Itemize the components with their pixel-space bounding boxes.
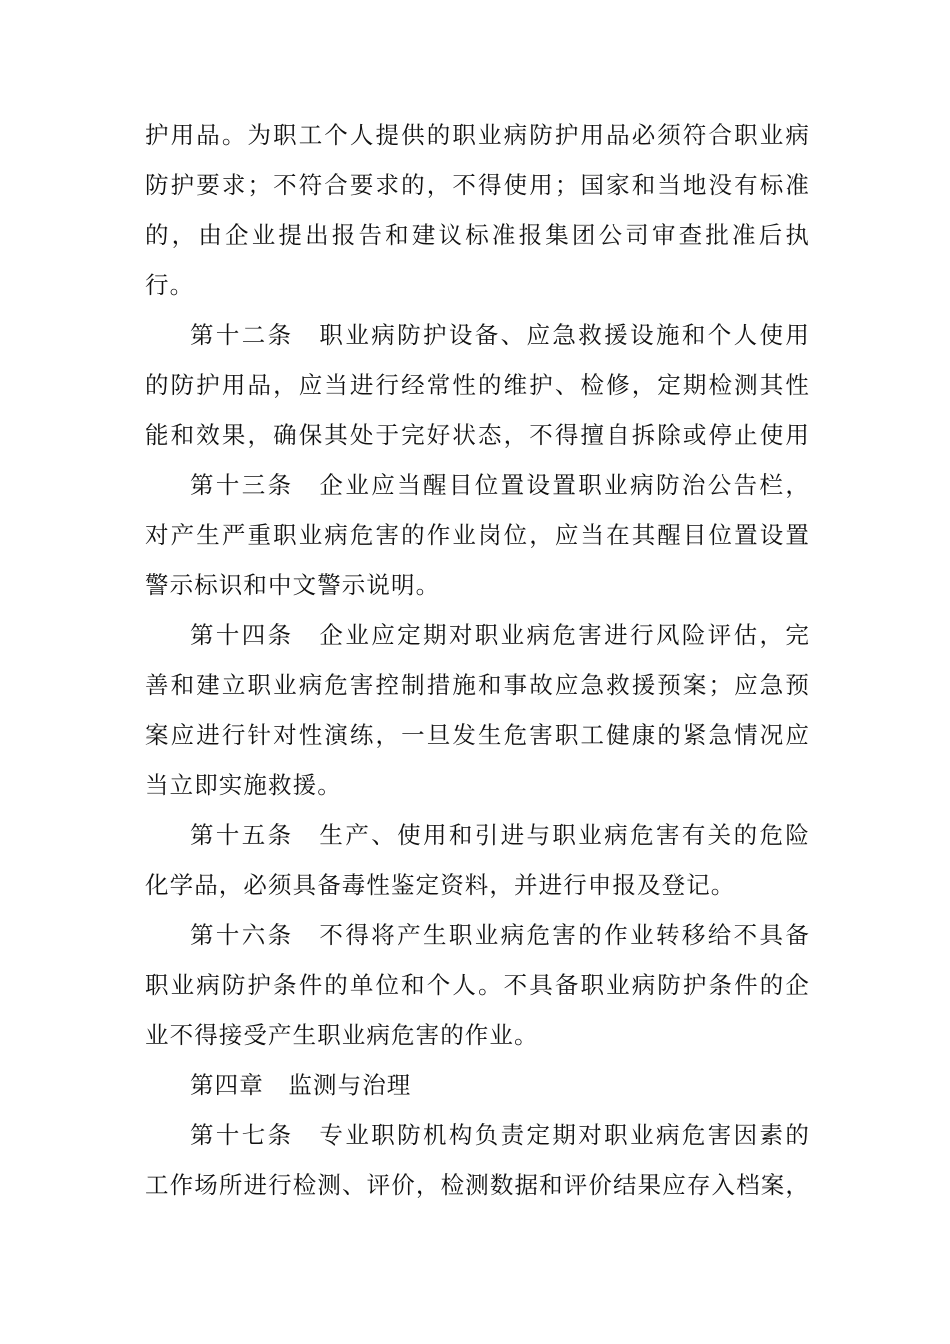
text-line: 善和建立职业病危害控制措施和事故应急救援预案；应急预: [145, 671, 810, 699]
paragraph-first-line: 第十五条 生产、使用和引进与职业病危害有关的危险: [190, 821, 810, 849]
text-line: 防护要求；不符合要求的，不得使用；国家和当地没有标准: [145, 171, 810, 199]
text-line: 的，由企业提出报告和建议标准报集团公司审查批准后执: [145, 221, 810, 249]
paragraph-first-line: 第十四条 企业应定期对职业病危害进行风险评估，完: [190, 621, 810, 649]
document-body: [145, 110, 810, 1210]
paragraph-first-line: 第十六条 不得将产生职业病危害的作业转移给不具备: [190, 921, 810, 949]
text-line: 案应进行针对性演练，一旦发生危害职工健康的紧急情况应: [145, 721, 810, 749]
paragraph-first-line: 第十二条 职业病防护设备、应急救援设施和个人使用: [190, 321, 810, 349]
text-line: 对产生严重职业病危害的作业岗位，应当在其醒目位置设置: [145, 521, 810, 549]
text-line: 的防护用品，应当进行经常性的维护、检修，定期检测其性: [145, 371, 810, 399]
paragraph-first-line: 第四章 监测与治理: [190, 1071, 412, 1099]
paragraph-first-line: 第十七条 专业职防机构负责定期对职业病危害因素的: [190, 1121, 810, 1149]
paragraph-first-line: 第十三条 企业应当醒目位置设置职业病防治公告栏，: [190, 471, 810, 499]
text-line: 护用品。为职工个人提供的职业病防护用品必须符合职业病: [145, 121, 810, 149]
text-line: 工作场所进行检测、评价，检测数据和评价结果应存入档案，: [145, 1171, 810, 1199]
text-line: 警示标识和中文警示说明。: [145, 571, 441, 599]
text-line: 化学品，必须具备毒性鉴定资料，并进行申报及登记。: [145, 871, 736, 899]
text-line: 业不得接受产生职业病危害的作业。: [145, 1021, 539, 1049]
text-line: 当立即实施救援。: [145, 771, 342, 799]
text-line: 能和效果，确保其处于完好状态，不得擅自拆除或停止使用: [145, 421, 810, 449]
text-line: 职业病防护条件的单位和个人。不具备职业病防护条件的企: [145, 971, 810, 999]
text-line: 行。: [145, 271, 195, 299]
